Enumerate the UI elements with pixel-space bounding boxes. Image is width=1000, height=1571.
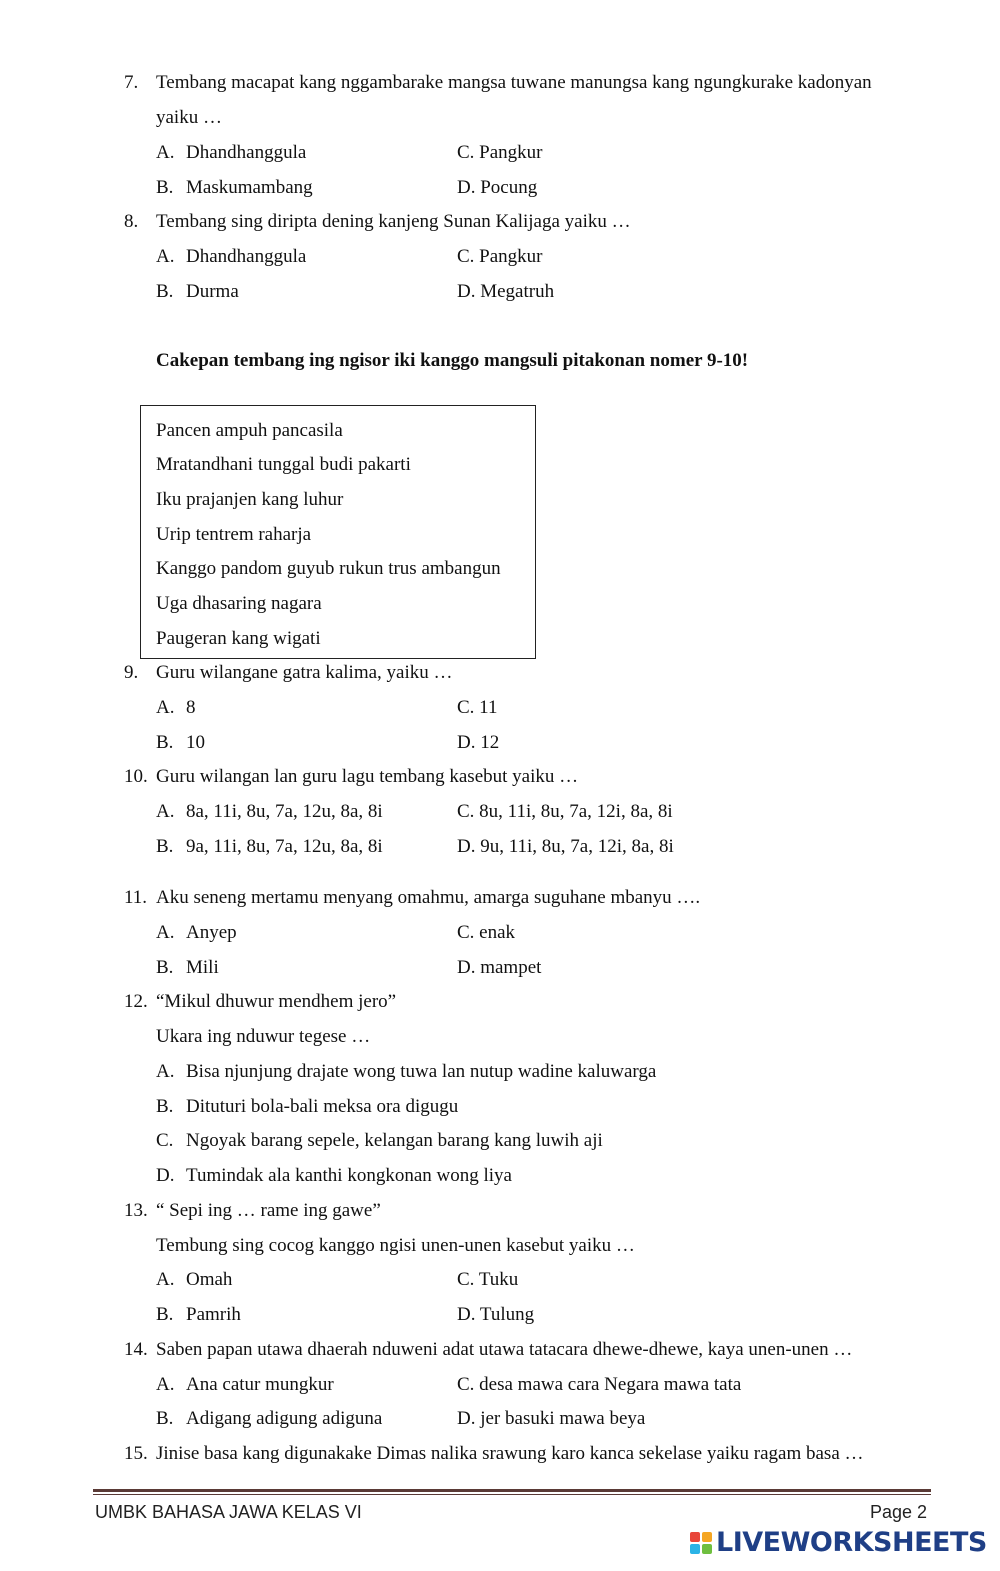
q8-option-c: C. Pangkur (457, 246, 543, 267)
footer-rule-thick (93, 1489, 931, 1492)
q11-text: Aku seneng mertamu menyang omahmu, amarga suguhane mbanyu …. (156, 887, 701, 908)
liveworksheets-logo-text: LIVEWORKSHEETS (716, 1527, 987, 1558)
poem-line: Iku prajanjen kang luhur (156, 489, 344, 510)
q11-number: 11. (124, 887, 148, 908)
q13-option-b-letter: B. (156, 1304, 174, 1325)
q7-option-b-letter: B. (156, 177, 174, 198)
q11-option-a: Anyep (186, 922, 237, 943)
footer-rule-thin (93, 1494, 931, 1495)
poem-line: Paugeran kang wigati (156, 628, 321, 649)
q9-option-b: 10 (186, 732, 205, 753)
q12-option-b-letter: B. (156, 1096, 174, 1117)
instruction-text: Cakepan tembang ing ngisor iki kanggo mangsuli pitakonan nomer 9-10! (156, 350, 749, 371)
q7-text-cont: yaiku … (156, 107, 222, 128)
q14-number: 14. (124, 1339, 148, 1360)
poem-line: Uga dhasaring nagara (156, 593, 322, 614)
q15-text: Jinise basa kang digunakake Dimas nalika srawung karo kanca sekelase yaiku ragam basa … (156, 1443, 864, 1464)
q15-number: 15. (124, 1443, 148, 1464)
q7-option-c: C. Pangkur (457, 142, 543, 163)
q10-option-b-letter: B. (156, 836, 174, 857)
q14-option-b-letter: B. (156, 1408, 174, 1429)
q12-option-d: Tumindak ala kanthi kongkonan wong liya (186, 1165, 512, 1186)
q9-option-b-letter: B. (156, 732, 174, 753)
q12-text: “Mikul dhuwur mendhem jero” (156, 991, 397, 1012)
q11-option-d: D. mampet (457, 957, 542, 978)
q12-option-b: Dituturi bola-bali meksa ora digugu (186, 1096, 459, 1117)
q8-option-b: Durma (186, 281, 239, 302)
q9-option-a: 8 (186, 697, 196, 718)
q12-option-c: Ngoyak barang sepele, kelangan barang kang luwih aji (186, 1130, 603, 1151)
q10-text: Guru wilangan lan guru lagu tembang kasebut yaiku … (156, 766, 579, 787)
q8-option-a: Dhandhanggula (186, 246, 307, 267)
q11-option-a-letter: A. (156, 922, 175, 943)
poem-line: Kanggo pandom guyub rukun trus ambangun (156, 558, 501, 579)
q7-option-a-letter: A. (156, 142, 175, 163)
q13-option-a: Omah (186, 1269, 233, 1290)
q10-option-b: 9a, 11i, 8u, 7a, 12u, 8a, 8i (186, 836, 383, 857)
poem-line: Urip tentrem raharja (156, 524, 312, 545)
q7-text: Tembang macapat kang nggambarake mangsa tuwane manungsa kang ngungkurake kadonyan (156, 72, 872, 93)
q8-option-a-letter: A. (156, 246, 175, 267)
q14-option-a-letter: A. (156, 1374, 175, 1395)
footer-title: UMBK BAHASA JAWA KELAS VI (95, 1502, 362, 1522)
q13-option-a-letter: A. (156, 1269, 175, 1290)
q12-option-c-letter: C. (156, 1130, 174, 1151)
q12-option-d-letter: D. (156, 1165, 175, 1186)
poem-line: Mratandhani tunggal budi pakarti (156, 454, 411, 475)
q12-option-a-letter: A. (156, 1061, 175, 1082)
q8-text: Tembang sing diripta dening kanjeng Sunan Kalijaga yaiku … (156, 211, 631, 232)
q13-option-b: Pamrih (186, 1304, 241, 1325)
q9-option-c: C. 11 (457, 697, 498, 718)
q13-text: “ Sepi ing … rame ing gawe” (156, 1200, 381, 1221)
q14-option-a: Ana catur mungkur (186, 1374, 334, 1395)
q13-number: 13. (124, 1200, 148, 1221)
q9-option-d: D. 12 (457, 732, 500, 753)
q7-option-b: Maskumambang (186, 177, 313, 198)
q12-text-cont: Ukara ing nduwur tegese … (156, 1026, 371, 1047)
q14-option-b: Adigang adigung adiguna (186, 1408, 383, 1429)
q10-number: 10. (124, 766, 148, 787)
q14-option-d: D. jer basuki mawa beya (457, 1408, 646, 1429)
q12-option-a: Bisa njunjung drajate wong tuwa lan nutup wadine kaluwarga (186, 1061, 657, 1082)
page-number: Page 2 (870, 1502, 928, 1522)
q7-number: 7. (124, 72, 139, 93)
q14-text: Saben papan utawa dhaerah nduweni adat utawa tatacara dhewe-dhewe, kaya unen-unen … (156, 1339, 853, 1360)
liveworksheets-logo-icon (690, 1532, 712, 1554)
q9-number: 9. (124, 662, 139, 683)
liveworksheets-logo (690, 1525, 987, 1561)
q13-text-cont: Tembung sing cocog kanggo ngisi unen-unen kasebut yaiku … (156, 1235, 635, 1256)
q10-option-c: C. 8u, 11i, 8u, 7a, 12i, 8a, 8i (457, 801, 673, 822)
q13-option-c: C. Tuku (457, 1269, 519, 1290)
q9-option-a-letter: A. (156, 697, 175, 718)
q8-number: 8. (124, 211, 139, 232)
q11-option-b: Mili (186, 957, 219, 978)
q11-option-c: C. enak (457, 922, 516, 943)
q8-option-b-letter: B. (156, 281, 174, 302)
q14-option-c: C. desa mawa cara Negara mawa tata (457, 1374, 742, 1395)
q10-option-a-letter: A. (156, 801, 175, 822)
poem-line: Pancen ampuh pancasila (156, 420, 343, 441)
q7-option-d: D. Pocung (457, 177, 538, 198)
q13-option-d: D. Tulung (457, 1304, 535, 1325)
q10-option-a: 8a, 11i, 8u, 7a, 12u, 8a, 8i (186, 801, 383, 822)
q8-option-d: D. Megatruh (457, 281, 555, 302)
q9-text: Guru wilangane gatra kalima, yaiku … (156, 662, 453, 683)
q7-option-a: Dhandhanggula (186, 142, 307, 163)
q10-option-d: D. 9u, 11i, 8u, 7a, 12i, 8a, 8i (457, 836, 674, 857)
q12-number: 12. (124, 991, 148, 1012)
q11-option-b-letter: B. (156, 957, 174, 978)
